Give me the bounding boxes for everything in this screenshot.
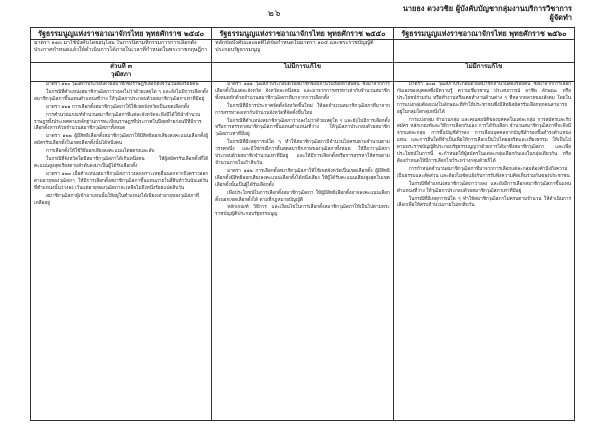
paragraph: มาตรา ๑๐๗ วุฒิสภาประกอบด้วยสมาชิกจำนวนสองร้อยคน ซึ่งมาจากการเลือกกันเองของบุคคลซึ่งมีความรู้ ความเชี่ยวชาญ ประสบการณ์ อาชีพ ลักษณะ หรือประโยชน์ร่วมกัน หรือทำงานหรือเคยทำงานด้านต่าง ๆ ที่หลากหลายของสังคม โดยในการแบ่งกลุ่มต้องแบ่งในลักษณะที่ทำให้ประชาชนซึ่งมีสิทธิสมัครรับเลือกทุกคนสามารถอยู่ในกลุ่มใดกลุ่มหนึ่งได้ [396, 82, 571, 115]
paragraph: เพื่อประโยชน์ในการเลือกตั้งสมาชิกวุฒิสภา ให้ผู้มีสิทธิเลือกตั้งอาจลงคะแนนเลือกตั้งนอกเขตเลือกตั้งได้ ตามที่กฎหมายบัญญัติ [215, 190, 390, 203]
author-credit [403, 4, 572, 22]
subhead-row [31, 63, 575, 82]
column-header-2540: รัฐธรรมนูญแห่งราชอาณาจักรไทย พุทธศักราช ๒๕๔๐ [31, 28, 212, 40]
paragraph: ในกรณีที่จังหวัดใดมีสมาชิกวุฒิสภาได้เกินหนึ่งคน ให้ผู้สมัครรับเลือกตั้งที่ได้คะแนนสูงสุดเรียงตามลำดับลงมาเป็นผู้ได้รับเลือกตั้ง [34, 157, 209, 169]
intro-cell-2540: มาตรา ๑๑๓ มาใช้บังคับโดยอนุโลม ในการนี้ตามที่กรรมการการเลือกตั้งประกาศกำหนดแล้วให้ดำเนินการได้ภายในเวลาที่กำหนดในพระราชกฤษฎีกา [31, 40, 212, 63]
column-header-2560: รัฐธรรมนูญแห่งราชอาณาจักรไทย พุทธศักราช ๒๕๖๐ [393, 28, 574, 40]
paragraph: หลักเกณฑ์ วิธีการ และเงื่อนไขในการเลือกตั้งสมาชิกวุฒิสภาให้เป็นไปตามพระราชบัญญัติประกอบรัฐธรรมนูญ [215, 205, 390, 218]
body-cell-2540 [31, 82, 212, 421]
paragraph: ในกรณีที่ตำแหน่งสมาชิกวุฒิสภาว่างลงไม่ว่าด้วยเหตุใด ๆ และยังไม่มีการเลือกตั้งหรือการสรรหาสมาชิกวุฒิสภาขึ้นแทนตำแหน่งที่ว่าง ให้วุฒิสภาประกอบด้วยสมาชิกวุฒิสภาเท่าที่มีอยู่ [215, 118, 390, 138]
no-change-note-2560: ไม่มีการแก้ไข [393, 63, 574, 82]
no-change-note-2550: ไม่มีการแก้ไข [212, 63, 394, 82]
paragraph: การเลือกตั้งให้ใช้วิธีออกเสียงลงคะแนนโดยตรงและลับ [46, 149, 155, 155]
footer-bar [0, 429, 600, 443]
paragraph: ในกรณีที่มีการประกาศจัดตั้งจังหวัดขึ้นใหม่ ให้ลดจำนวนสมาชิกวุฒิสภาที่มาจากการสรรหาลงเท่ากับจำนวนจังหวัดที่จัดตั้งขึ้นใหม่ [215, 103, 390, 116]
body-cell-2560 [393, 82, 574, 421]
paragraph: การกำหนดจำนวนสมาชิกวุฒิสภาที่มาจากการเลือกแต่ละกลุ่มต้องคำนึงถึงความเป็นธรรมและสัดส่วน และต้องไม่ขัดแย้งกับการรับฟังความคิดเห็นร่วมกันของประชาชน [396, 166, 570, 179]
paragraph: มาตรา ๑๒๒ ผู้มีสิทธิเลือกตั้งสมาชิกวุฒิสภาให้มีสิทธิออกเสียงลงคะแนนเลือกตั้งผู้สมัครรับเลือกตั้งในเขตเลือกตั้งนั้นได้หนึ่งคน [34, 134, 209, 147]
intro-cell-2560 [393, 40, 574, 63]
body-cell-2550 [212, 82, 394, 421]
constitution-comparison-table [30, 27, 575, 421]
paragraph: มาตรา ๑๒๐ วุฒิสภาประกอบด้วยสมาชิกซึ่งราษฎรเลือกตั้งจำนวนสองร้อยคน [46, 82, 199, 87]
paragraph: ในกรณีที่มีเหตุการณ์ใด ๆ ทำให้สมาชิกวุฒิสภาไม่ครบตามจำนวน ให้ดำเนินการเลือกเพื่อให้ครบจำนวนภายในหกสิบวัน [396, 196, 571, 209]
paragraph: มาตรา ๑๒๑ การเลือกตั้งสมาชิกวุฒิสภาให้ใช้เขตจังหวัดเป็นเขตเลือกตั้ง [46, 104, 190, 110]
paragraph: การแบ่งกลุ่ม จำนวนกลุ่ม และคุณสมบัติของบุคคลในแต่ละกลุ่ม การสมัครและรับสมัคร หลักเกณฑ์และวิธีการเลือกกันเอง การได้รับเลือก จำนวนสมาชิกวุฒิสภาที่จะพึงมีจากแต่ละกลุ่ม การขึ้นบัญชีสำรอง การเลื่อนบุคคลจากบัญชีสำรองขึ้นดำรงตำแหน่งแทน และการอื่นใดที่จำเป็นเพื่อให้การเลือกเป็นไปโดยสุจริตและเที่ยงธรรม ให้เป็นไปตามพระราชบัญญัติประกอบรัฐธรรมนูญว่าด้วยการได้มาซึ่งสมาชิกวุฒิสภา และเพื่อประโยชน์ในการนี้ จะกำหนดให้ผู้สมัครในแต่ละกลุ่มเลือกกันเองในกลุ่มเดียวกัน หรือต้องกำหนดให้มีการเลือกไขว้ระหว่างกลุ่มด้วยก็ได้ [396, 117, 571, 164]
paragraph: ในกรณีที่ตำแหน่งสมาชิกวุฒิสภาว่างลงไม่ว่าด้วยเหตุใด ๆ และยังไม่มีการเลือกตั้งสมาชิกวุฒิสภาขึ้นแทนตำแหน่งที่ว่าง ให้วุฒิสภาประกอบด้วยสมาชิกวุฒิสภาเท่าที่มีอยู่ [34, 89, 209, 102]
paragraph: มาตรา ๑๑๒ การเลือกตั้งสมาชิกวุฒิสภาให้ใช้เขตจังหวัดเป็นเขตเลือกตั้ง ผู้มีสิทธิเลือกตั้งมีสิทธิออกเสียงลงคะแนนเลือกตั้งได้หนึ่งเสียง ให้ผู้ได้รับคะแนนเสียงสูงสุดในเขตเลือกตั้งนั้นเป็นผู้ได้รับเลือกตั้ง [215, 168, 390, 188]
header-row [31, 28, 575, 40]
body-row [31, 82, 575, 421]
column-header-2550: รัฐธรรมนูญแห่งราชอาณาจักรไทย พุทธศักราช ๒๕๕๐ [212, 28, 394, 40]
intro-row [31, 40, 575, 63]
author-name: นายธง ดวงวชิย ผู้บังคับบัญชากลุ่มงานบริการวิชาการ [402, 4, 572, 13]
intro-cell-2550: หลักข้อบังคับและผลที่ได้ข้อกำหนดในมาตรา ๑๐๕ และพระราชบัญญัติประกอบรัฐธรรมนูญ [212, 40, 394, 63]
page-number: ๒๖ [268, 9, 282, 19]
paragraph: ในกรณีที่ตำแหน่งสมาชิกวุฒิสภาว่างลง และยังมีการเลือกสมาชิกวุฒิสภาขึ้นแทนตำแหน่งที่ว่าง ให้วุฒิสภาประกอบด้วยสมาชิกวุฒิสภาเท่าที่มีอยู่ [396, 181, 571, 194]
section-heading-senate: ส่วนที่ ๓ วุฒิสภา [31, 63, 212, 82]
paragraph: มาตรา ๑๑๑ วุฒิสภาประกอบด้วยสมาชิกซึ่งมีจำนวนร้อยห้าสิบคน ซึ่งมาจากการเลือกตั้งในแต่ละจังหวัด จังหวัดละหนึ่งคน และมาจากการสรรหาเท่ากับจำนวนสมาชิกทั้งหมดหักด้วยจำนวนสมาชิกวุฒิสภาที่มาจากการเลือกตั้ง [215, 82, 390, 101]
paragraph: สมาชิกวุฒิสภาผู้เข้ามาแทนนั้นให้อยู่ในตำแหน่งได้เพียงเท่าอายุของวุฒิสภาที่เหลืออยู่ [34, 193, 199, 206]
paragraph: การคำนวณเกณฑ์จำนวนสมาชิกวุฒิสภาที่แต่ละจังหวัดจะพึงมีได้ให้นำจำนวนราษฎรทั้งประเทศตามหลักฐานการทะเบียนราษฎรที่ประกาศในปีสุดท้ายก่อนปีที่มีการเลือกตั้งหารด้วยจำนวนสมาชิกวุฒิสภาทั้งหมด [34, 112, 202, 132]
author-role: ผู้จัดทำ [549, 13, 572, 22]
paragraph: ในกรณีที่มีเหตุการณ์ใด ๆ ทำให้สมาชิกวุฒิสภามีจำนวนไม่ครบตามจำนวนตามวรรคหนึ่ง และมิใช่กรณีการสิ้นสุดสมาชิกภาพของวุฒิสภาทั้งหมด ให้ถือว่าวุฒิสภาประกอบด้วยสมาชิกจำนวนเท่าที่มีอยู่ และให้มีการเลือกตั้งหรือการสรรหาให้ครบตามจำนวนภายในเก้าสิบวัน [215, 140, 390, 166]
paragraph: มาตรา ๑๒๓ เมื่อตำแหน่งสมาชิกวุฒิสภาว่างลงเพราะเหตุอื่นนอกจากถึงคราวออกตามอายุของวุฒิสภา ให้มีการเลือกตั้งสมาชิกวุฒิสภาขึ้นแทนภายในสี่สิบห้าวันนับแต่วันที่ตำแหน่งนั้นว่างลง เว้นแต่อายุของวุฒิสภาจะเหลือไม่ถึงหนึ่งร้อยแปดสิบวัน [34, 171, 209, 191]
